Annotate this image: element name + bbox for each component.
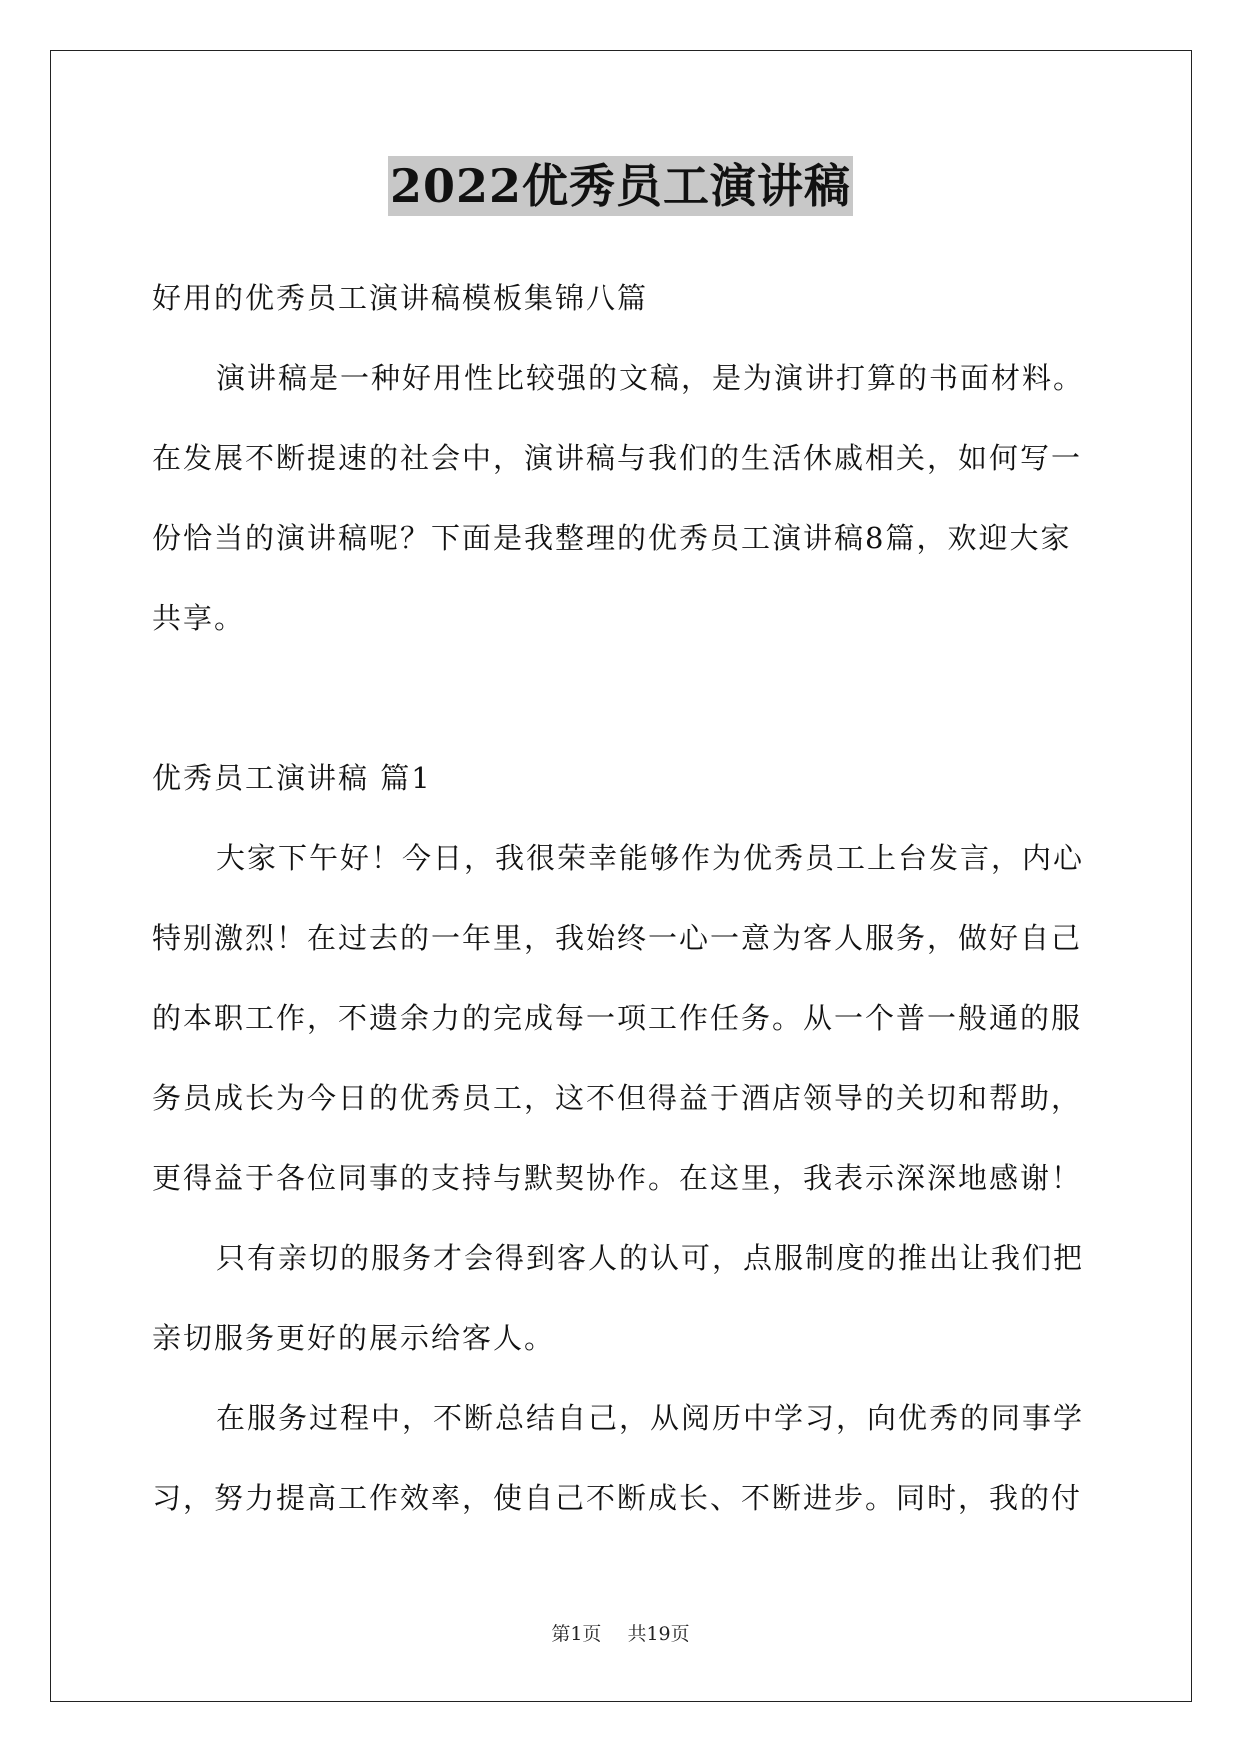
paragraph-line: 的本职工作，不遗余力的完成每一项工作任务。从一个普一般通的服 <box>152 1001 1083 1035</box>
section-gap <box>152 658 1090 738</box>
paragraph-line: 更得益于各位同事的支持与默契协作。在这里，我表示深深地感谢！ <box>152 1161 1083 1195</box>
paragraph-line: 在服务过程中，不断总结自己，从阅历中学习，向优秀的同事学 <box>216 1401 1085 1435</box>
paragraph-line: 亲切服务更好的展示给客人。 <box>152 1321 556 1355</box>
intro-line: 份恰当的演讲稿呢？下面是我整理的优秀员工演讲稿8篇，欢迎大家 <box>152 521 1072 555</box>
document-title: 2022优秀员工演讲稿 <box>388 156 853 216</box>
intro-line: 演讲稿是一种好用性比较强的文稿，是为演讲打算的书面材料。 <box>216 361 1085 395</box>
paragraph-line: 只有亲切的服务才会得到客人的认可，点服制度的推出让我们把 <box>216 1241 1085 1275</box>
page-total: 共19页 <box>627 1623 690 1645</box>
paragraph-line: 务员成长为今日的优秀员工，这不但得益于酒店领导的关切和帮助， <box>152 1081 1083 1115</box>
document-body <box>152 258 1090 1538</box>
title-wrap <box>0 156 1241 216</box>
subtitle: 好用的优秀员工演讲稿模板集锦八篇 <box>152 281 649 315</box>
paragraph-line: 特别激烈！在过去的一年里，我始终一心一意为客人服务，做好自己 <box>152 921 1083 955</box>
paragraph-line: 习，努力提高工作效率，使自己不断成长、不断进步。同时，我的付 <box>152 1481 1083 1515</box>
section-heading: 优秀员工演讲稿 篇1 <box>152 761 432 795</box>
intro-line: 共享。 <box>152 601 246 635</box>
page-footer <box>0 1622 1241 1646</box>
page-number: 第1页 <box>551 1623 602 1645</box>
intro-line: 在发展不断提速的社会中，演讲稿与我们的生活休戚相关，如何写一 <box>152 441 1083 475</box>
paragraph-line: 大家下午好！今日，我很荣幸能够作为优秀员工上台发言，内心 <box>216 841 1085 875</box>
